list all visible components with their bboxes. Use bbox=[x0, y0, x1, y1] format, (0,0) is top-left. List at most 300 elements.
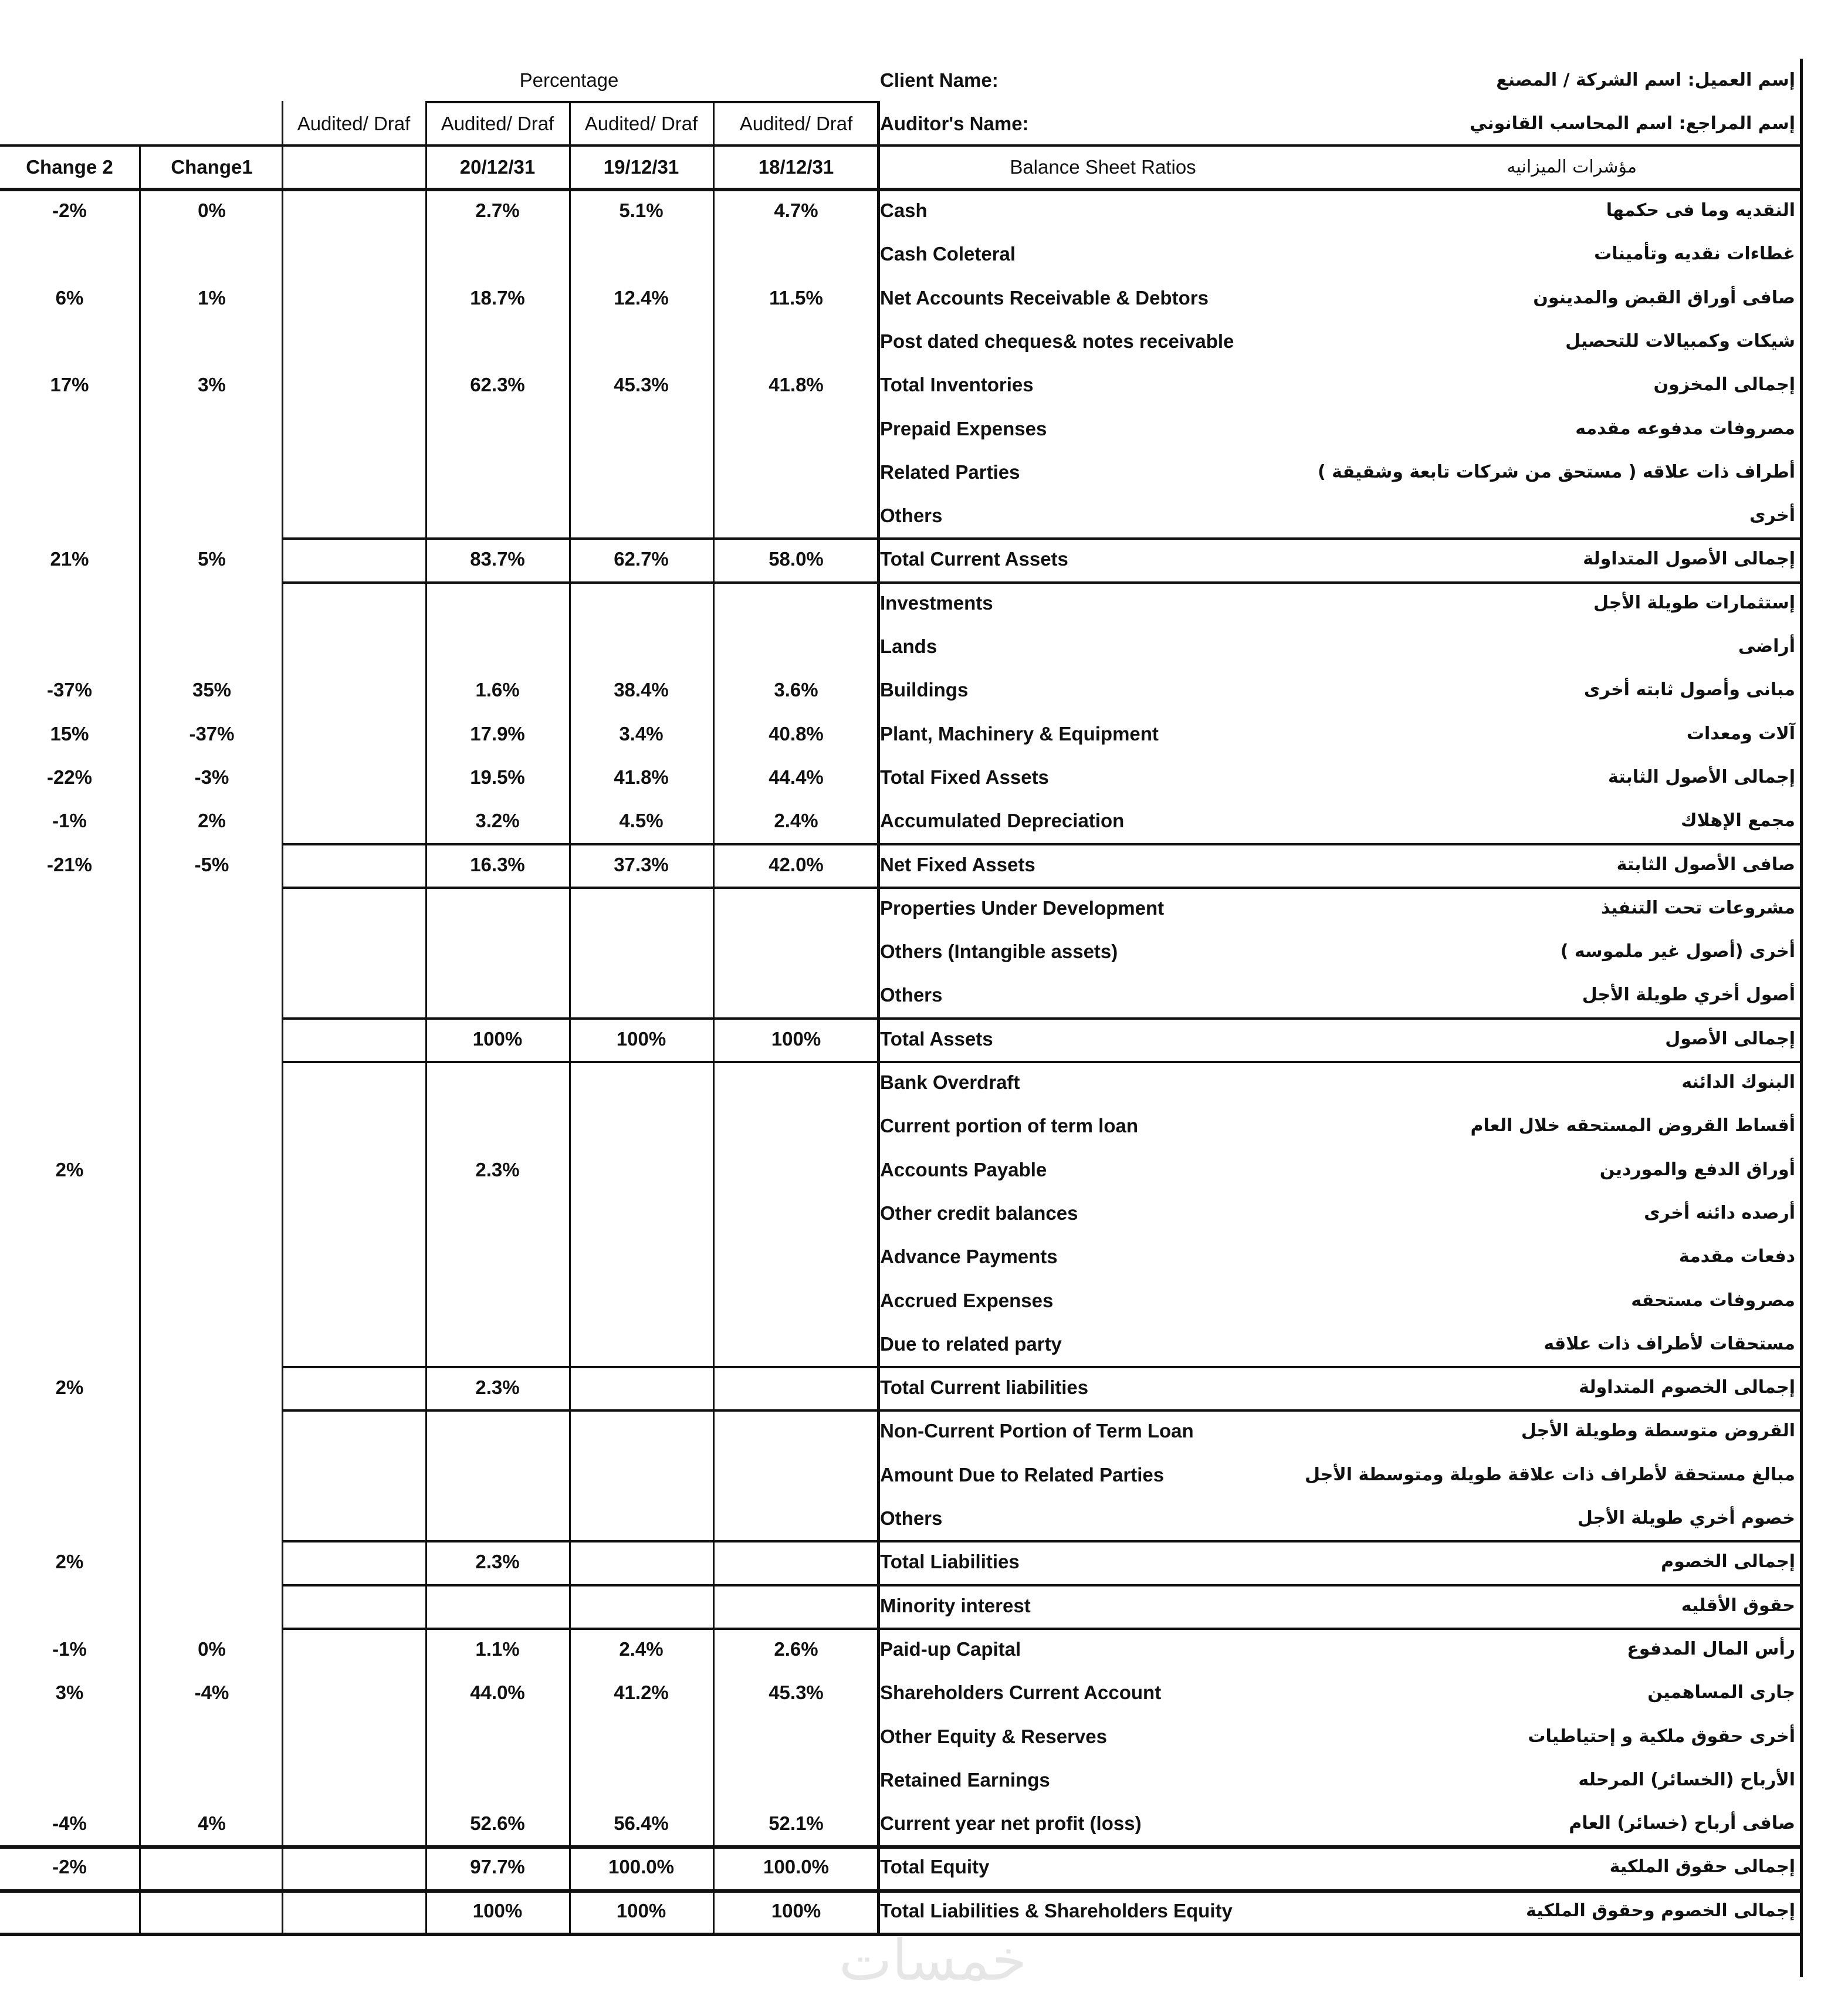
value-2018-cell bbox=[714, 973, 878, 1017]
change1-cell bbox=[141, 1017, 283, 1061]
change1-cell bbox=[141, 1322, 283, 1366]
item-label-en: Accumulated Depreciation bbox=[880, 810, 1125, 832]
change1-cell bbox=[141, 973, 283, 1017]
item-label-en: Total Assets bbox=[880, 1027, 993, 1050]
value-2019-cell bbox=[570, 1192, 712, 1235]
item-label-ar: خصوم أخري طويلة الأجل bbox=[1577, 1508, 1795, 1528]
change2-cell bbox=[0, 581, 139, 625]
item-label-ar: أراضى bbox=[1738, 636, 1795, 657]
item-label-ar: إجمالى حقوق الملكية bbox=[1609, 1856, 1795, 1878]
value-2019-cell bbox=[570, 930, 712, 973]
change2-cell bbox=[0, 1192, 139, 1235]
value-2020-cell: 19.5% bbox=[470, 766, 525, 788]
value-2018-cell bbox=[714, 1453, 878, 1497]
item-label-ar: إجمالى الأصول الثابتة bbox=[1608, 766, 1795, 787]
value-2018-cell: 100.0% bbox=[763, 1856, 829, 1878]
item-label-en: Net Fixed Assets bbox=[880, 853, 1035, 875]
item-label-en: Others bbox=[880, 984, 943, 1006]
change1-cell bbox=[141, 1409, 283, 1453]
change2-cell bbox=[0, 451, 139, 494]
value-2020-cell: 2.7% bbox=[475, 199, 520, 221]
horizontal-rule bbox=[0, 1845, 1802, 1849]
item-label-ar: أخرى (أصول غير ملموسه ) bbox=[1560, 941, 1795, 962]
change2-cell bbox=[0, 1584, 139, 1628]
value-2018-cell: 40.8% bbox=[769, 722, 824, 745]
balance-sheet-title-arabic: مؤشرات الميزانيه bbox=[1507, 157, 1637, 177]
value-2018-cell: 58.0% bbox=[769, 548, 824, 570]
change1-cell bbox=[141, 232, 283, 276]
value-2020-cell: 52.6% bbox=[470, 1812, 525, 1835]
value-2019-cell bbox=[570, 1715, 712, 1758]
value-2020-cell bbox=[427, 625, 568, 668]
change2-cell bbox=[0, 1235, 139, 1278]
change1-cell: 4% bbox=[198, 1812, 226, 1835]
value-2019-cell bbox=[570, 1104, 712, 1148]
value-2020-cell: 83.7% bbox=[470, 548, 525, 570]
change2-cell bbox=[0, 930, 139, 973]
change1-cell bbox=[141, 1758, 283, 1802]
value-2018-cell bbox=[714, 1540, 878, 1584]
change2-cell bbox=[0, 1017, 139, 1061]
value-2018-cell: 45.3% bbox=[769, 1682, 824, 1704]
change2-cell bbox=[0, 625, 139, 668]
change2-cell: 21% bbox=[50, 548, 89, 570]
change2-cell: -4% bbox=[52, 1812, 87, 1835]
value-2020-cell bbox=[427, 1453, 568, 1497]
item-label-en: Due to related party bbox=[880, 1332, 1062, 1355]
value-2018-cell: 2.6% bbox=[774, 1638, 818, 1660]
change1-cell bbox=[141, 451, 283, 494]
vertical-rule bbox=[713, 101, 715, 1933]
change1-cell bbox=[141, 1715, 283, 1758]
change1-cell: 5% bbox=[198, 548, 226, 570]
change1-cell bbox=[141, 1148, 283, 1192]
horizontal-rule bbox=[283, 1366, 1802, 1368]
change2-cell: 2% bbox=[55, 1551, 84, 1573]
value-2018-cell bbox=[714, 1235, 878, 1278]
item-label-en: Total Fixed Assets bbox=[880, 766, 1049, 788]
value-2019-cell: 45.3% bbox=[614, 374, 669, 396]
value-2018-cell bbox=[714, 494, 878, 537]
vertical-rule bbox=[425, 101, 427, 1933]
item-label-en: Shareholders Current Account bbox=[880, 1682, 1162, 1704]
change1-cell bbox=[141, 887, 283, 930]
value-2020-cell bbox=[427, 581, 568, 625]
item-label-en: Lands bbox=[880, 635, 937, 657]
item-label-ar: إجمالى المخزون bbox=[1653, 374, 1795, 395]
item-label-ar: جارى المساهمين bbox=[1647, 1682, 1795, 1703]
horizontal-rule bbox=[283, 843, 1802, 845]
item-label-ar: مستحقات لأطراف ذات علاقه bbox=[1544, 1333, 1795, 1354]
value-2018-cell: 11.5% bbox=[769, 286, 823, 309]
value-2019-cell bbox=[570, 887, 712, 930]
value-2018-cell bbox=[714, 1279, 878, 1322]
value-2019-cell bbox=[570, 1148, 712, 1192]
value-2018-cell bbox=[714, 1192, 878, 1235]
value-2018-cell bbox=[714, 1148, 878, 1192]
value-2019-cell: 3.4% bbox=[619, 722, 664, 745]
value-2020-cell bbox=[427, 1715, 568, 1758]
value-2019-cell bbox=[570, 1453, 712, 1497]
value-2018-cell: 2.4% bbox=[774, 810, 818, 832]
change2-cell bbox=[0, 232, 139, 276]
item-label-ar: حقوق الأقليه bbox=[1681, 1595, 1795, 1616]
item-label-en: Post dated cheques& notes receivable bbox=[880, 330, 1234, 352]
value-2018-cell bbox=[714, 232, 878, 276]
value-2018-cell bbox=[714, 930, 878, 973]
change2-cell: -37% bbox=[46, 679, 93, 701]
horizontal-rule bbox=[878, 144, 1802, 147]
value-2019-cell bbox=[570, 973, 712, 1017]
auditor-name-label: Auditor's Name: bbox=[880, 113, 1029, 134]
item-label-en: Investments bbox=[880, 591, 993, 614]
value-2019-cell: 5.1% bbox=[619, 199, 664, 221]
change2-cell bbox=[0, 320, 139, 363]
item-label-en: Others bbox=[880, 505, 943, 527]
item-label-en: Cash bbox=[880, 199, 928, 221]
value-2019-cell bbox=[570, 232, 712, 276]
horizontal-rule bbox=[283, 1061, 1802, 1063]
item-label-ar: إجمالى الخصوم وحقوق الملكية bbox=[1525, 1900, 1795, 1921]
item-label-en: Others bbox=[880, 1507, 943, 1529]
value-2019-cell bbox=[570, 1584, 712, 1628]
change2-cell: -2% bbox=[52, 199, 87, 221]
horizontal-rule bbox=[283, 1540, 1802, 1542]
item-label-ar: مصروفات مستحقه bbox=[1631, 1290, 1795, 1311]
change1-cell bbox=[141, 1061, 283, 1104]
value-2020-cell bbox=[427, 320, 568, 363]
value-2020-cell bbox=[427, 1279, 568, 1322]
value-2018-cell bbox=[714, 887, 878, 930]
change2-cell bbox=[0, 1104, 139, 1148]
item-label-ar: إستثمارات طويلة الأجل bbox=[1593, 592, 1795, 613]
item-label-en: Total Inventories bbox=[880, 374, 1034, 396]
horizontal-rule bbox=[283, 1409, 1802, 1412]
value-2020-cell bbox=[427, 407, 568, 451]
status-label-2019: Audited/ Draf bbox=[584, 113, 698, 134]
item-label-en: Minority interest bbox=[880, 1594, 1031, 1616]
change2-cell: -2% bbox=[52, 1856, 87, 1878]
value-2018-cell: 4.7% bbox=[774, 199, 818, 221]
item-label-ar: دفعات مقدمة bbox=[1678, 1246, 1795, 1267]
value-2020-cell: 1.6% bbox=[475, 679, 520, 701]
value-2019-cell bbox=[570, 1540, 712, 1584]
change2-cell: 15% bbox=[50, 722, 89, 745]
change1-cell: -37% bbox=[189, 722, 235, 745]
change1-cell: -4% bbox=[194, 1682, 229, 1704]
change1-cell: 1% bbox=[198, 286, 226, 309]
vertical-rule bbox=[1800, 59, 1803, 1977]
value-2020-cell bbox=[427, 232, 568, 276]
change1-cell bbox=[141, 1584, 283, 1628]
item-label-en: Amount Due to Related Parties bbox=[880, 1463, 1165, 1486]
value-2020-cell bbox=[427, 973, 568, 1017]
value-2019-cell bbox=[570, 320, 712, 363]
value-2020-cell: 62.3% bbox=[470, 374, 525, 396]
value-2018-cell: 42.0% bbox=[769, 853, 824, 875]
value-2018-cell: 3.6% bbox=[774, 679, 818, 701]
change2-cell: 2% bbox=[55, 1158, 84, 1180]
item-label-ar: أرصده دائنه أخرى bbox=[1644, 1202, 1795, 1223]
item-label-en: Accounts Payable bbox=[880, 1158, 1047, 1180]
value-2018-cell bbox=[714, 1322, 878, 1366]
change2-cell: -22% bbox=[46, 766, 93, 788]
item-label-ar: إجمالى الخصوم bbox=[1661, 1551, 1795, 1572]
vertical-rule bbox=[282, 101, 283, 1933]
value-2020-cell: 2.3% bbox=[475, 1551, 520, 1573]
item-label-ar: أطراف ذات علاقه ( مستحق من شركات تابعة وشقيقة ) bbox=[1318, 461, 1795, 482]
item-label-en: Advance Payments bbox=[880, 1246, 1058, 1268]
value-2019-cell: 41.8% bbox=[614, 766, 669, 788]
item-label-en: Cash Coleteral bbox=[880, 243, 1016, 265]
value-2019-cell: 12.4% bbox=[614, 286, 669, 309]
item-label-ar: النقديه وما فى حكمها bbox=[1606, 200, 1795, 221]
item-label-en: Retained Earnings bbox=[880, 1768, 1050, 1791]
item-label-en: Total Liabilities & Shareholders Equity bbox=[880, 1899, 1233, 1922]
item-label-en: Total Current Assets bbox=[880, 548, 1068, 570]
value-2020-cell: 18.7% bbox=[470, 286, 525, 309]
item-label-en: Net Accounts Receivable & Debtors bbox=[880, 286, 1209, 309]
item-label-ar: شيكات وكمبيالات للتحصيل bbox=[1565, 330, 1795, 351]
change1-cell bbox=[141, 494, 283, 537]
date-header-2020: 20/12/31 bbox=[459, 156, 536, 178]
horizontal-rule bbox=[283, 1017, 1802, 1020]
change2-cell bbox=[0, 1453, 139, 1497]
item-label-en: Total Equity bbox=[880, 1856, 990, 1878]
change2-cell bbox=[0, 407, 139, 451]
value-2019-cell: 2.4% bbox=[619, 1638, 664, 1660]
change2-cell bbox=[0, 1497, 139, 1540]
change1-cell bbox=[141, 1497, 283, 1540]
item-label-ar: غطاءات نقديه وتأمينات bbox=[1594, 243, 1795, 265]
value-2020-cell bbox=[427, 1497, 568, 1540]
value-2018-cell: 44.4% bbox=[769, 766, 824, 788]
value-2018-cell bbox=[714, 1497, 878, 1540]
change1-cell: 3% bbox=[198, 374, 226, 396]
item-label-ar: مصروفات مدفوعه مقدمه bbox=[1575, 418, 1795, 439]
item-label-ar: البنوك الدائنه bbox=[1681, 1072, 1795, 1092]
value-2019-cell bbox=[570, 1322, 712, 1366]
change1-cell: 35% bbox=[192, 679, 232, 701]
vertical-rule bbox=[877, 101, 880, 1933]
item-label-ar: مبالغ مستحقة لأطراف ذات علاقة طويلة ومتوسطة الأجل bbox=[1304, 1464, 1795, 1485]
horizontal-rule bbox=[283, 537, 1802, 540]
value-2020-cell bbox=[427, 1235, 568, 1278]
item-label-en: Properties Under Development bbox=[880, 897, 1165, 919]
horizontal-rule bbox=[283, 887, 1802, 889]
value-2019-cell: 56.4% bbox=[614, 1812, 669, 1835]
item-label-en: Bank Overdraft bbox=[880, 1071, 1020, 1093]
change1-cell bbox=[141, 407, 283, 451]
change1-cell bbox=[141, 625, 283, 668]
value-2020-cell bbox=[427, 451, 568, 494]
value-2019-cell bbox=[570, 451, 712, 494]
item-label-ar: إجمالى الأصول المتداولة bbox=[1583, 549, 1795, 570]
value-2020-cell bbox=[427, 1409, 568, 1453]
value-2020-cell: 100% bbox=[472, 1027, 523, 1050]
change2-header: Change 2 bbox=[26, 156, 113, 178]
item-label-en: Total Current liabilities bbox=[880, 1376, 1089, 1399]
horizontal-rule bbox=[0, 144, 283, 147]
change1-cell bbox=[141, 1540, 283, 1584]
change2-cell bbox=[0, 1409, 139, 1453]
change2-cell bbox=[0, 887, 139, 930]
value-2020-cell bbox=[427, 494, 568, 537]
horizontal-rule bbox=[0, 188, 1802, 191]
value-2018-cell: 41.8% bbox=[769, 374, 824, 396]
value-2018-cell bbox=[714, 320, 878, 363]
vertical-rule bbox=[139, 144, 141, 1933]
change2-cell: 6% bbox=[55, 286, 84, 309]
change2-cell bbox=[0, 1715, 139, 1758]
watermark-logo: خمسات bbox=[838, 1927, 1027, 1993]
value-2019-cell: 4.5% bbox=[619, 810, 664, 832]
item-label-ar: مشروعات تحت التنفيذ bbox=[1600, 897, 1795, 918]
item-label-en: Others (Intangible assets) bbox=[880, 941, 1118, 963]
value-2018-cell bbox=[714, 1409, 878, 1453]
status-label-2018: Audited/ Draf bbox=[739, 113, 853, 134]
value-2020-cell: 2.3% bbox=[475, 1376, 520, 1399]
change1-cell: -3% bbox=[194, 766, 229, 788]
value-2020-cell bbox=[427, 887, 568, 930]
change2-cell bbox=[0, 1758, 139, 1802]
item-label-ar: أقساط القروض المستحقه خلال العام bbox=[1470, 1115, 1795, 1136]
value-2019-cell: 100% bbox=[616, 1899, 666, 1922]
horizontal-rule bbox=[427, 101, 878, 103]
change1-cell bbox=[141, 1192, 283, 1235]
horizontal-rule bbox=[283, 581, 1802, 584]
value-2018-cell: 52.1% bbox=[769, 1812, 824, 1835]
value-2019-cell bbox=[570, 407, 712, 451]
value-2020-cell bbox=[427, 1192, 568, 1235]
balance-sheet-title: Balance Sheet Ratios bbox=[1010, 156, 1196, 178]
item-label-ar: صافى الأصول الثابتة bbox=[1616, 854, 1795, 875]
value-2019-cell bbox=[570, 581, 712, 625]
change2-cell: -1% bbox=[52, 810, 87, 832]
change2-cell bbox=[0, 494, 139, 537]
item-label-ar: الأرباح (الخسائر) المرحله bbox=[1578, 1769, 1795, 1790]
date-header-2019: 19/12/31 bbox=[603, 156, 679, 178]
change1-cell bbox=[141, 1104, 283, 1148]
vertical-rule bbox=[569, 101, 571, 1933]
value-2020-cell bbox=[427, 1584, 568, 1628]
change2-cell bbox=[0, 1061, 139, 1104]
item-label-ar: إجمالى الأصول bbox=[1665, 1028, 1795, 1049]
item-label-ar: إجمالى الخصوم المتداولة bbox=[1579, 1377, 1795, 1398]
item-label-ar: صافى أوراق القبض والمدينون bbox=[1533, 287, 1795, 308]
value-2018-cell bbox=[714, 625, 878, 668]
item-label-ar: أوراق الدفع والموردين bbox=[1599, 1159, 1795, 1180]
value-2018-cell bbox=[714, 1104, 878, 1148]
value-2018-cell bbox=[714, 1584, 878, 1628]
value-2020-cell bbox=[427, 1104, 568, 1148]
change1-cell bbox=[141, 1279, 283, 1322]
horizontal-rule bbox=[0, 1889, 1802, 1893]
value-2018-cell bbox=[714, 581, 878, 625]
value-2018-cell bbox=[714, 451, 878, 494]
change1-cell: 0% bbox=[198, 199, 226, 221]
change1-cell bbox=[141, 581, 283, 625]
value-2019-cell bbox=[570, 1497, 712, 1540]
value-2019-cell: 100% bbox=[616, 1027, 666, 1050]
value-2019-cell bbox=[570, 1235, 712, 1278]
change2-cell: -21% bbox=[46, 853, 93, 875]
change1-cell bbox=[141, 1366, 283, 1409]
value-2019-cell bbox=[570, 625, 712, 668]
value-2019-cell bbox=[570, 1366, 712, 1409]
date-header-2018: 18/12/31 bbox=[758, 156, 834, 178]
value-2020-cell: 17.9% bbox=[470, 722, 525, 745]
value-2018-cell bbox=[714, 1758, 878, 1802]
item-label-ar: صافى أرباح (خسائر) العام bbox=[1569, 1813, 1795, 1834]
client-name-arabic: إسم العميل: اسم الشركة / المصنع bbox=[1496, 70, 1795, 90]
item-label-en: Other Equity & Reserves bbox=[880, 1725, 1107, 1747]
value-2019-cell: 62.7% bbox=[614, 548, 669, 570]
change1-cell bbox=[141, 320, 283, 363]
value-2020-cell bbox=[427, 1758, 568, 1802]
item-label-en: Accrued Expenses bbox=[880, 1289, 1054, 1311]
value-2019-cell: 41.2% bbox=[614, 1682, 669, 1704]
value-2020-cell: 1.1% bbox=[475, 1638, 520, 1660]
item-label-ar: أخرى حقوق ملكية و إحتياطيات bbox=[1528, 1726, 1795, 1747]
value-2019-cell bbox=[570, 494, 712, 537]
status-label-2020: Audited/ Draf bbox=[441, 113, 554, 134]
change1-cell: 2% bbox=[198, 810, 226, 832]
change1-cell: 0% bbox=[198, 1638, 226, 1660]
value-2019-cell: 100.0% bbox=[608, 1856, 674, 1878]
value-2020-cell bbox=[427, 1061, 568, 1104]
value-2019-cell bbox=[570, 1409, 712, 1453]
value-2018-cell bbox=[714, 1715, 878, 1758]
change1-cell bbox=[141, 1889, 283, 1933]
value-2018-cell bbox=[714, 407, 878, 451]
item-label-ar: أخرى bbox=[1749, 505, 1795, 526]
auditor-name-arabic: إسم المراجع: اسم المحاسب القانوني bbox=[1469, 113, 1795, 134]
item-label-en: Current year net profit (loss) bbox=[880, 1812, 1142, 1835]
value-2019-cell bbox=[570, 1279, 712, 1322]
value-2020-cell: 44.0% bbox=[470, 1682, 525, 1704]
item-label-ar: مبانى وأصول ثابته أخرى bbox=[1583, 679, 1795, 701]
value-2018-cell: 100% bbox=[771, 1899, 821, 1922]
item-label-en: Non-Current Portion of Term Loan bbox=[880, 1420, 1194, 1442]
change2-cell: 3% bbox=[55, 1682, 84, 1704]
value-2018-cell bbox=[714, 1061, 878, 1104]
value-2020-cell: 2.3% bbox=[475, 1158, 520, 1180]
item-label-ar: آلات ومعدات bbox=[1686, 723, 1795, 744]
item-label-en: Buildings bbox=[880, 679, 969, 701]
change1-cell bbox=[141, 930, 283, 973]
value-2019-cell bbox=[570, 1061, 712, 1104]
value-2020-cell: 3.2% bbox=[475, 810, 520, 832]
item-label-ar: رأس المال المدفوع bbox=[1627, 1638, 1795, 1659]
change2-cell bbox=[0, 973, 139, 1017]
item-label-en: Other credit balances bbox=[880, 1202, 1078, 1224]
value-2018-cell bbox=[714, 1366, 878, 1409]
change2-cell: 2% bbox=[55, 1376, 84, 1399]
value-2019-cell bbox=[570, 1758, 712, 1802]
change1-cell bbox=[141, 1235, 283, 1278]
value-2020-cell: 16.3% bbox=[470, 853, 525, 875]
item-label-en: Prepaid Expenses bbox=[880, 417, 1047, 439]
item-label-en: Current portion of term loan bbox=[880, 1115, 1138, 1137]
change2-cell bbox=[0, 1322, 139, 1366]
value-2020-cell bbox=[427, 930, 568, 973]
item-label-ar: مجمع الإهلاك bbox=[1681, 810, 1795, 831]
value-2020-cell: 97.7% bbox=[470, 1856, 525, 1878]
change2-cell: -1% bbox=[52, 1638, 87, 1660]
change1-header: Change1 bbox=[171, 156, 253, 178]
item-label-en: Related Parties bbox=[880, 461, 1020, 483]
